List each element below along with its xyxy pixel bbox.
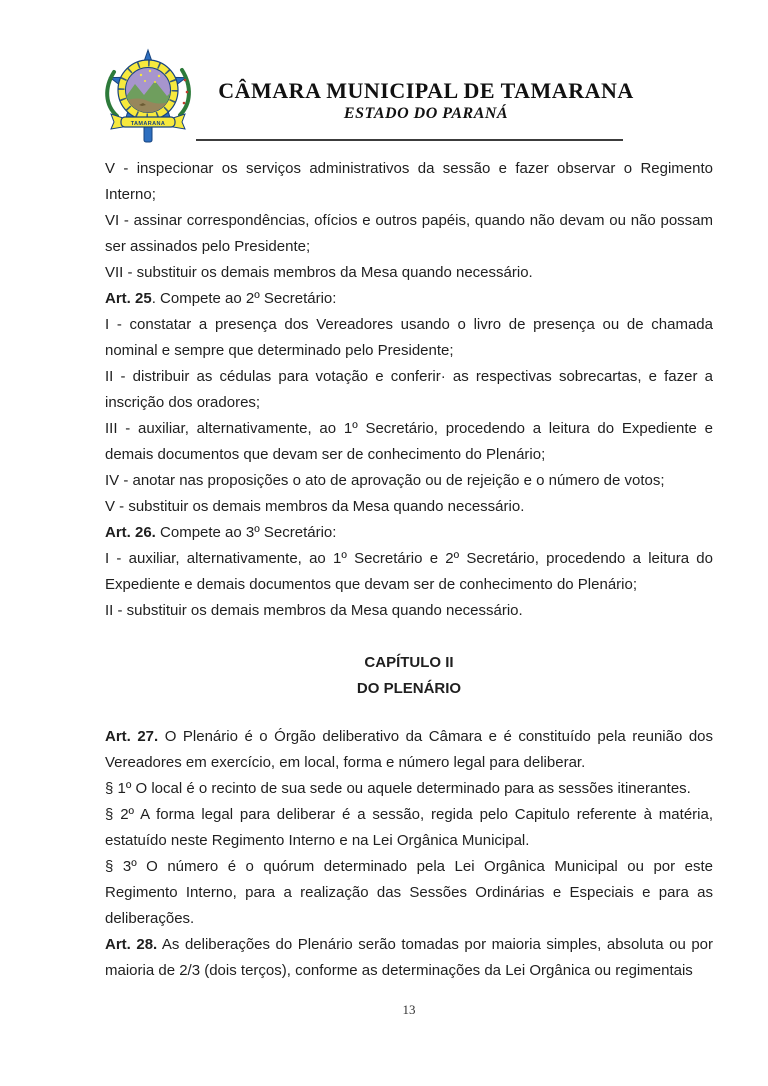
- paragraph-text: V - substituir os demais membros da Mesa quando necessário.: [105, 498, 525, 515]
- paragraph-text: I - constatar a presença dos Vereadores usando o livro de presença ou de chamada nominal e sempre que determinado pelo Presidente;: [105, 316, 713, 359]
- document-body: [105, 156, 713, 984]
- paragraph: [105, 416, 713, 468]
- paragraph-text: § 1º O local é o recinto de sua sede ou aquele determinado para as sessões itinerantes.: [105, 780, 691, 797]
- paragraph: [105, 932, 713, 984]
- paragraph: [105, 802, 713, 854]
- article-label: Art. 28.: [105, 936, 158, 953]
- paragraph-text: III - auxiliar, alternativamente, ao 1º Secretário, procedendo a leitura do Expediente e demais documentos que devam ser de conhecimento do Plenário;: [105, 420, 713, 463]
- header-text-block: [196, 78, 656, 124]
- paragraph: [105, 854, 713, 932]
- paragraph-text: . Compete ao 2º Secretário:: [151, 290, 337, 307]
- paragraph-text: I - auxiliar, alternativamente, ao 1º Secretário e 2º Secretário, procedendo a leitura do Expediente e demais documentos que devam ser de conhecimento do Plenário;: [105, 550, 713, 593]
- logo-banner-text: TAMARANA: [130, 120, 166, 127]
- paragraph: [105, 546, 713, 598]
- paragraph: [105, 724, 713, 776]
- paragraph-text: Compete ao 3º Secretário:: [155, 524, 337, 541]
- document-header: [0, 0, 768, 150]
- paragraph: [105, 364, 713, 416]
- coat-of-arms-logo: [97, 48, 199, 144]
- page-number: 13: [402, 1002, 416, 1017]
- paragraph-text: As deliberações do Plenário serão tomadas por maioria simples, absoluta ou por maioria de 2/3 (dois terços), conforme as determinações da Lei Orgânica ou regimentais: [105, 936, 713, 979]
- paragraph-text: VI - assinar correspondências, ofícios e outros papéis, quando não devam ou não possam ser assinados pelo Presidente;: [105, 212, 713, 255]
- paragraph: [105, 286, 713, 312]
- article-label: Art. 27.: [105, 728, 159, 745]
- paragraph: [105, 208, 713, 260]
- paragraph: [105, 312, 713, 364]
- paragraph-text: II - distribuir as cédulas para votação e conferir· as respectivas sobrecartas, e fazer a inscrição dos oradores;: [105, 368, 713, 411]
- paragraph-text: O Plenário é o Órgão deliberativo da Câmara e é constituído pela reunião dos Vereadores em exercício, em local, forma e número legal para deliberar.: [105, 728, 713, 771]
- paragraph: [105, 156, 713, 208]
- paragraph-text: § 2º A forma legal para deliberar é a sessão, regida pelo Capitulo referente à matéria, estatuído neste Regimento Interno e na Lei Orgânica Municipal.: [105, 806, 713, 849]
- paragraph-text: VII - substituir os demais membros da Mesa quando necessário.: [105, 264, 533, 281]
- article-label: Art. 25: [105, 290, 152, 307]
- org-title: CÂMARA MUNICIPAL DE TAMARANA: [218, 78, 634, 103]
- paragraph-text: V - inspecionar os serviços administrativos da sessão e fazer observar o Regimento Interno;: [105, 160, 713, 203]
- coat-of-arms-icon: [97, 48, 199, 144]
- paragraph-text: II - substituir os demais membros da Mesa quando necessário.: [105, 602, 523, 619]
- chapter-title: DO PLENÁRIO: [356, 680, 462, 697]
- paragraph: [105, 598, 713, 624]
- paragraph-text: IV - anotar nas proposições o ato de aprovação ou de rejeição e o número de votos;: [105, 472, 665, 489]
- paragraph: [105, 260, 713, 286]
- paragraph: [105, 776, 713, 802]
- paragraph: [105, 468, 713, 494]
- org-subtitle: ESTADO DO PARANÁ: [343, 105, 509, 122]
- article-label: Art. 26.: [105, 524, 156, 541]
- chapter-heading: [105, 650, 713, 702]
- chapter-number: CAPÍTULO II: [364, 654, 454, 671]
- paragraph-text: § 3º O número é o quórum determinado pela Lei Orgânica Municipal ou por este Regimento Interno, para a realização das Sessões Ordinárias e Especiais e para as deliberações.: [105, 858, 713, 927]
- paragraph: [105, 494, 713, 520]
- paragraph: [105, 520, 713, 546]
- header-rule: [196, 139, 623, 141]
